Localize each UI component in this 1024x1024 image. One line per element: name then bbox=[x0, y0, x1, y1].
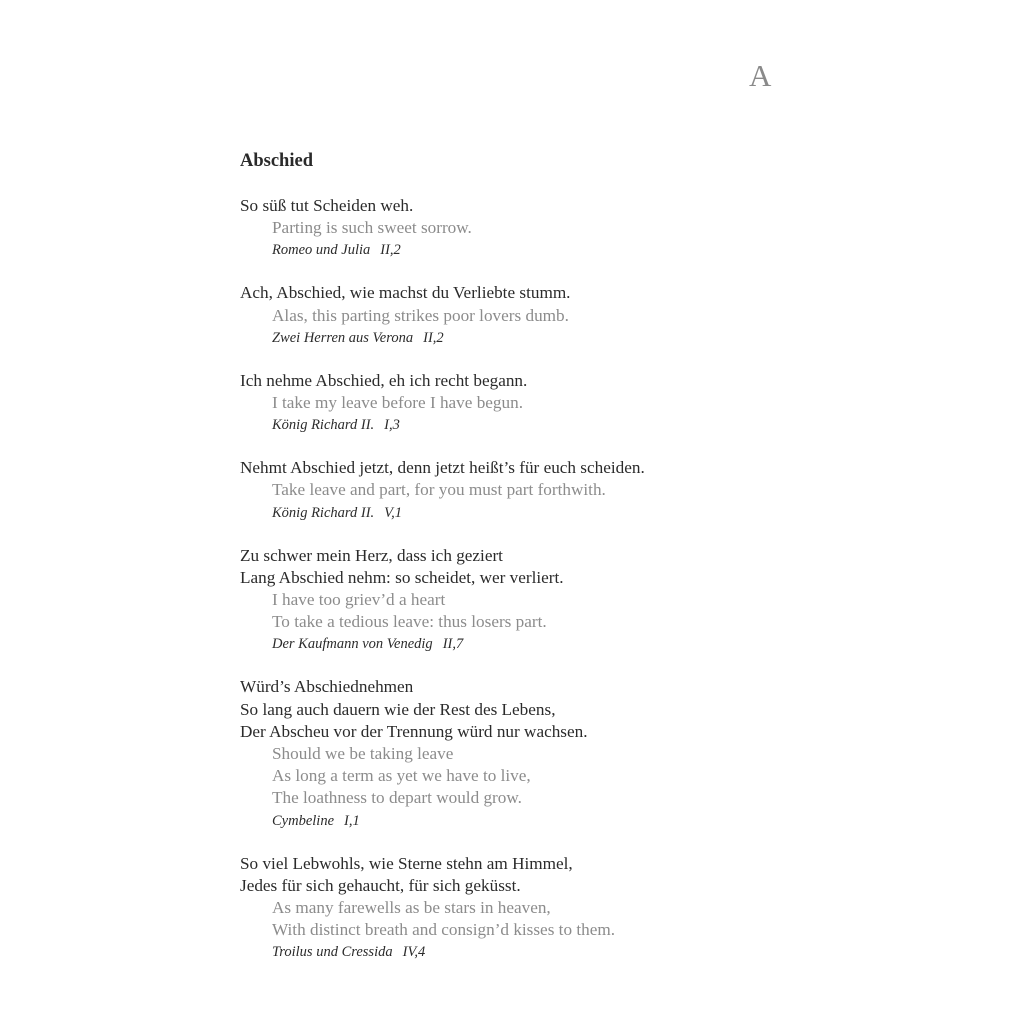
act-scene-reference: I,3 bbox=[384, 417, 400, 434]
play-title: Zwei Herren aus Verona bbox=[272, 329, 414, 346]
play-title: König Richard II. bbox=[272, 504, 375, 521]
english-quote-line: To take a tedious leave: thus losers part. bbox=[272, 612, 547, 632]
quote-list bbox=[240, 195, 800, 984]
english-quote-line: Take leave and part, for you must part forthwith. bbox=[272, 480, 606, 500]
act-scene-reference: I,1 bbox=[344, 812, 360, 829]
play-title: König Richard II. bbox=[272, 417, 375, 434]
quote-source bbox=[240, 414, 800, 437]
english-quote-line: I have too griev’d a heart bbox=[272, 590, 446, 610]
german-quote-line: Nehmt Abschied jetzt, denn jetzt heißt’s für euch scheiden. bbox=[240, 458, 645, 478]
german-quote-line: Würd’s Abschiednehmen bbox=[240, 677, 414, 697]
act-scene-reference: II,7 bbox=[442, 636, 464, 653]
quote-entry bbox=[240, 853, 800, 965]
act-scene-reference: II,2 bbox=[423, 329, 444, 346]
play-title: Romeo und Julia bbox=[272, 242, 371, 259]
english-quote-line: Parting is such sweet sorrow. bbox=[272, 218, 472, 238]
english-quote-line: With distinct breath and consign’d kisses to them. bbox=[272, 920, 616, 940]
german-quote-line: Ich nehme Abschied, eh ich recht begann. bbox=[240, 370, 528, 390]
act-scene-reference: V,1 bbox=[384, 504, 403, 521]
section-heading: Abschied bbox=[240, 151, 313, 171]
act-scene-reference: IV,4 bbox=[402, 944, 426, 961]
english-quote-line: The loathness to depart would grow. bbox=[272, 788, 522, 808]
quote-source bbox=[240, 633, 800, 656]
quote-source bbox=[240, 239, 800, 262]
act-scene-reference: II,2 bbox=[380, 242, 401, 259]
german-quote-line: Ach, Abschied, wie machst du Verliebte stumm. bbox=[240, 283, 571, 303]
play-title: Cymbeline bbox=[272, 812, 335, 829]
german-quote-line: Zu schwer mein Herz, dass ich geziert bbox=[240, 545, 503, 565]
quote-source bbox=[240, 941, 800, 964]
english-quote-line: I take my leave before I have begun. bbox=[272, 393, 524, 413]
german-quote-line: So lang auch dauern wie der Rest des Lebens, bbox=[240, 699, 556, 719]
english-quote-line: Should we be taking leave bbox=[272, 744, 454, 764]
quote-entry bbox=[240, 545, 800, 657]
german-quote-line: Jedes für sich gehaucht, für sich geküsst. bbox=[240, 875, 521, 895]
english-quote-line: As long a term as yet we have to live, bbox=[272, 766, 531, 786]
quote-source bbox=[240, 327, 800, 350]
quote-entry bbox=[240, 195, 800, 262]
play-title: Troilus und Cressida bbox=[272, 944, 393, 961]
quote-source bbox=[240, 502, 800, 525]
play-title: Der Kaufmann von Venedig bbox=[272, 636, 433, 653]
english-quote-line: Alas, this parting strikes poor lovers dumb. bbox=[272, 305, 569, 325]
section-letter: A bbox=[749, 58, 772, 93]
quote-source bbox=[240, 810, 800, 833]
german-quote-line: Der Abscheu vor der Trennung würd nur wachsen. bbox=[240, 721, 588, 741]
quote-entry bbox=[240, 457, 800, 524]
quote-entry bbox=[240, 282, 800, 349]
english-quote-line: As many farewells as be stars in heaven, bbox=[272, 898, 551, 918]
quote-entry bbox=[240, 676, 800, 832]
german-quote-line: So viel Lebwohls, wie Sterne stehn am Himmel, bbox=[240, 853, 573, 873]
german-quote-line: So süß tut Scheiden weh. bbox=[240, 196, 414, 215]
german-quote-line: Lang Abschied nehm: so scheidet, wer verliert. bbox=[240, 567, 564, 587]
quote-entry bbox=[240, 370, 800, 437]
